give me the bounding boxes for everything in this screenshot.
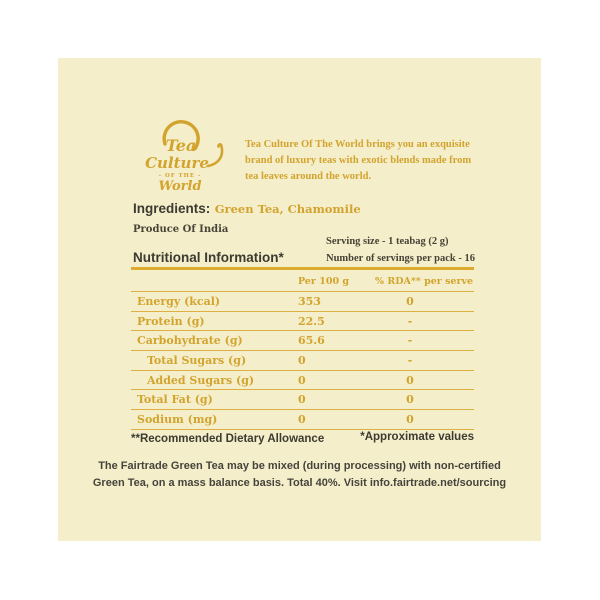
row-label: Energy (kcal) <box>137 295 221 308</box>
ingredients-line <box>133 200 361 218</box>
footnote-rda: **Recommended Dietary Allowance <box>131 433 325 445</box>
serving-info <box>326 233 475 267</box>
header-divider <box>131 267 474 270</box>
row-label: Total Fat (g) <box>137 393 213 407</box>
fairtrade-note-line: The Fairtrade Green Tea may be mixed (during processing) with non-certified <box>98 460 501 472</box>
fairtrade-note <box>58 458 541 492</box>
row-label: Total Sugars (g) <box>147 354 247 368</box>
fairtrade-note-line: Green Tea, on a mass balance basis. Total 40%. Visit info.fairtrade.net/sourcing <box>92 477 507 489</box>
row-per100g-value: 22.5 <box>298 314 325 328</box>
table-row <box>131 390 474 410</box>
servings-per-pack: Number of servings per pack - 16 <box>326 253 475 264</box>
column-header-rda: % RDA** per serve <box>375 276 474 287</box>
column-header-per100g: Per 100 g <box>298 276 350 287</box>
row-per100g-value: 0 <box>298 373 306 387</box>
table-column-headers <box>131 273 474 290</box>
row-rda-value: - <box>407 334 413 348</box>
nutrition-title: Nutritional Information* <box>133 250 284 265</box>
row-rda-value: 0 <box>406 295 414 308</box>
row-rda-value: 0 <box>406 373 414 387</box>
table-row <box>131 292 474 312</box>
table-row <box>131 351 474 371</box>
brand-description-line: Tea Culture Of The World brings you an exquisite <box>245 139 470 150</box>
logo-flourish-icon <box>208 144 222 166</box>
serving-size: Serving size - 1 teabag (2 g) <box>326 236 449 247</box>
row-label: Sodium (mg) <box>137 413 218 427</box>
origin-text: Produce Of India <box>133 224 229 235</box>
row-label: Added Sugars (g) <box>147 373 255 387</box>
row-rda-value: - <box>407 314 413 328</box>
brand-description-line: tea leaves around the world. <box>245 171 372 182</box>
table-row <box>131 371 474 391</box>
table-row <box>131 331 474 351</box>
row-per100g-value: 0 <box>298 393 306 407</box>
row-per100g-value: 65.6 <box>298 334 325 348</box>
footnote-approx: *Approximate values <box>360 431 474 443</box>
table-row <box>131 312 474 332</box>
row-per100g-value: 0 <box>298 354 306 368</box>
nutrition-table <box>131 291 474 430</box>
logo-word-ofthe: - OF THE - <box>158 173 202 179</box>
ingredients-label: Ingredients: <box>133 201 211 216</box>
logo-word-culture: Culture <box>145 154 209 172</box>
row-per100g-value: 353 <box>298 295 321 308</box>
row-per100g-value: 0 <box>298 413 306 427</box>
brand-description-line: brand of luxury teas with exotic blends made from <box>245 155 472 166</box>
row-rda-value: - <box>407 354 413 368</box>
row-rda-value: 0 <box>406 393 414 407</box>
brand-logo <box>134 118 232 194</box>
ingredients-value: Green Tea, Chamomile <box>214 202 361 216</box>
brand-description <box>245 137 471 185</box>
row-rda-value: 0 <box>406 413 414 427</box>
label-card <box>58 58 541 541</box>
logo-word-world: World <box>158 179 202 194</box>
table-row <box>131 410 474 430</box>
row-label: Carbohydrate (g) <box>137 334 243 348</box>
logo-word-tea: Tea <box>165 136 197 155</box>
row-label: Protein (g) <box>137 314 205 328</box>
